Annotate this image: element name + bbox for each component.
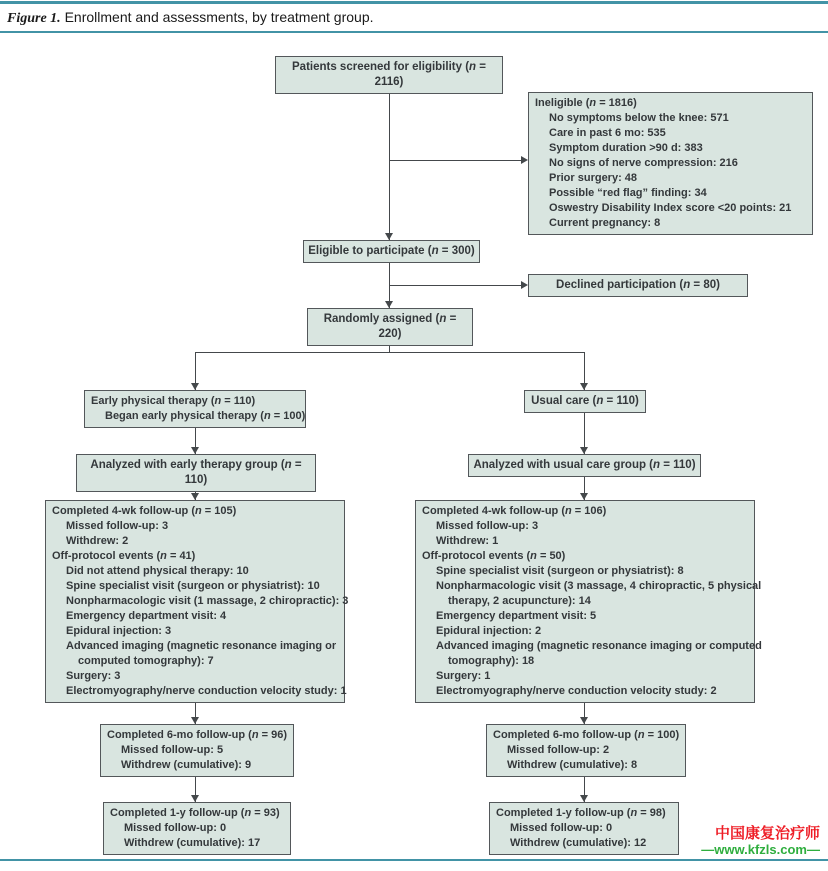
box-line: Spine specialist visit (surgeon or physiatrist): 8 — [436, 565, 684, 577]
box-4wk-followup-early — [45, 500, 349, 703]
box-analyzed-early: Analyzed with early therapy group (n = 110) — [76, 454, 316, 492]
arrowhead-down-icon — [385, 233, 393, 240]
box-line: Nonpharmacologic visit (3 massage, 4 chiropractic, 5 physical — [436, 580, 762, 592]
arrowhead-down-icon — [580, 795, 588, 802]
box-line: Missed follow-up: 3 — [436, 520, 539, 532]
split-line — [195, 352, 585, 353]
box-line: Emergency department visit: 5 — [436, 610, 597, 622]
box-line: Spine specialist visit (surgeon or physiatrist): 10 — [66, 580, 320, 592]
arrowhead-down-icon — [580, 447, 588, 454]
box-line: Missed follow-up: 0 — [124, 822, 227, 834]
arrowhead-down-icon — [191, 383, 199, 390]
box-line: Missed follow-up: 0 — [510, 822, 613, 834]
box-line: Completed 1-y follow-up (n = 98) — [496, 807, 666, 819]
box-line: Withdrew (cumulative): 12 — [510, 837, 647, 849]
connector-screened-eligible — [389, 78, 390, 240]
box-early-physical-therapy — [84, 390, 306, 428]
arrowhead-down-icon — [191, 493, 199, 500]
box-line: Missed follow-up: 2 — [507, 744, 610, 756]
box-line: Emergency department visit: 4 — [66, 610, 227, 622]
box-line: Epidural injection: 3 — [66, 625, 172, 637]
connector-to-declined — [389, 285, 521, 286]
arrowhead-down-icon — [580, 717, 588, 724]
box-6mo-followup-early — [100, 724, 294, 777]
box-line: No symptoms below the knee: 571 — [549, 112, 729, 124]
box-line: Current pregnancy: 8 — [549, 217, 661, 229]
connector-to-ineligible — [389, 160, 521, 161]
box-analyzed-usual: Analyzed with usual care group (n = 110) — [468, 454, 701, 477]
box-line: Prior surgery: 48 — [549, 172, 638, 184]
top-rule — [0, 1, 828, 4]
arrowhead-down-icon — [191, 717, 199, 724]
box-usual-care: Usual care (n = 110) — [524, 390, 646, 413]
figure-caption-text: Enrollment and assessments, by treatment group. — [64, 9, 374, 25]
caption-rule — [0, 31, 828, 33]
box-line: Withdrew: 1 — [436, 535, 499, 547]
arrowhead-down-icon — [580, 493, 588, 500]
box-line: Began early physical therapy (n = 100) — [105, 410, 306, 422]
watermark-site-name: 中国康复治疗师 — [714, 825, 820, 842]
box-line: Missed follow-up: 3 — [66, 520, 169, 532]
box-line: Withdrew (cumulative): 8 — [507, 759, 638, 771]
box-line: Completed 6-mo follow-up (n = 96) — [107, 729, 287, 741]
box-1y-followup-usual — [489, 802, 679, 855]
box-randomized: Randomly assigned (n = 220) — [307, 308, 473, 346]
arrowhead-down-icon — [191, 795, 199, 802]
arrowhead-down-icon — [191, 447, 199, 454]
box-line: Symptom duration >90 d: 383 — [549, 142, 703, 154]
box-line: Off-protocol events (n = 50) — [422, 550, 566, 562]
box-line: Early physical therapy (n = 110) — [91, 395, 256, 407]
box-6mo-followup-usual — [486, 724, 686, 777]
box-line: computed tomography): 7 — [78, 655, 214, 667]
box-line: Withdrew (cumulative): 17 — [124, 837, 261, 849]
box-line: Completed 1-y follow-up (n = 93) — [110, 807, 280, 819]
box-line: Care in past 6 mo: 535 — [549, 127, 666, 139]
box-line: Did not attend physical therapy: 10 — [66, 565, 249, 577]
box-eligible: Eligible to participate (n = 300) — [303, 240, 480, 263]
box-line: tomography): 18 — [448, 655, 535, 667]
box-line: Surgery: 3 — [66, 670, 121, 682]
bottom-rule — [0, 859, 828, 861]
box-line: Off-protocol events (n = 41) — [52, 550, 196, 562]
box-line: Advanced imaging (magnetic resonance imaging or — [66, 640, 337, 652]
box-ineligible — [528, 92, 813, 235]
box-line: Nonpharmacologic visit (1 massage, 2 chiropractic): 3 — [66, 595, 349, 607]
arrowhead-down-icon — [580, 383, 588, 390]
box-line: Surgery: 1 — [436, 670, 491, 682]
box-line: Electromyography/nerve conduction velocity study: 1 — [66, 685, 347, 697]
figure-caption — [7, 9, 374, 27]
box-line: Completed 4-wk follow-up (n = 106) — [422, 505, 607, 517]
box-line: Electromyography/nerve conduction velocity study: 2 — [436, 685, 717, 697]
box-4wk-followup-usual — [415, 500, 762, 703]
box-line: Completed 4-wk follow-up (n = 105) — [52, 505, 237, 517]
box-line: No signs of nerve compression: 216 — [549, 157, 738, 169]
figure-label: Figure 1. — [7, 11, 61, 26]
box-line: Possible “red flag” finding: 34 — [549, 187, 707, 199]
box-line: Ineligible (n = 1816) — [535, 97, 637, 109]
box-line: Oswestry Disability Index score <20 points: 21 — [549, 202, 792, 214]
box-line: therapy, 2 acupuncture): 14 — [448, 595, 591, 607]
box-line: Epidural injection: 2 — [436, 625, 542, 637]
box-1y-followup-early — [103, 802, 291, 855]
watermark — [701, 826, 820, 858]
arrowhead-down-icon — [385, 301, 393, 308]
box-line: Withdrew: 2 — [66, 535, 129, 547]
arrowhead-right-icon — [521, 156, 528, 164]
box-declined: Declined participation (n = 80) — [528, 274, 748, 297]
box-line: Completed 6-mo follow-up (n = 100) — [493, 729, 680, 741]
box-line: Withdrew (cumulative): 9 — [121, 759, 252, 771]
box-line: Missed follow-up: 5 — [121, 744, 224, 756]
box-line: Advanced imaging (magnetic resonance imaging or computed — [436, 640, 762, 652]
arrowhead-right-icon — [521, 281, 528, 289]
watermark-url: —www.kfzls.com— — [701, 842, 820, 857]
box-screened: Patients screened for eligibility (n = 2116) — [275, 56, 503, 94]
